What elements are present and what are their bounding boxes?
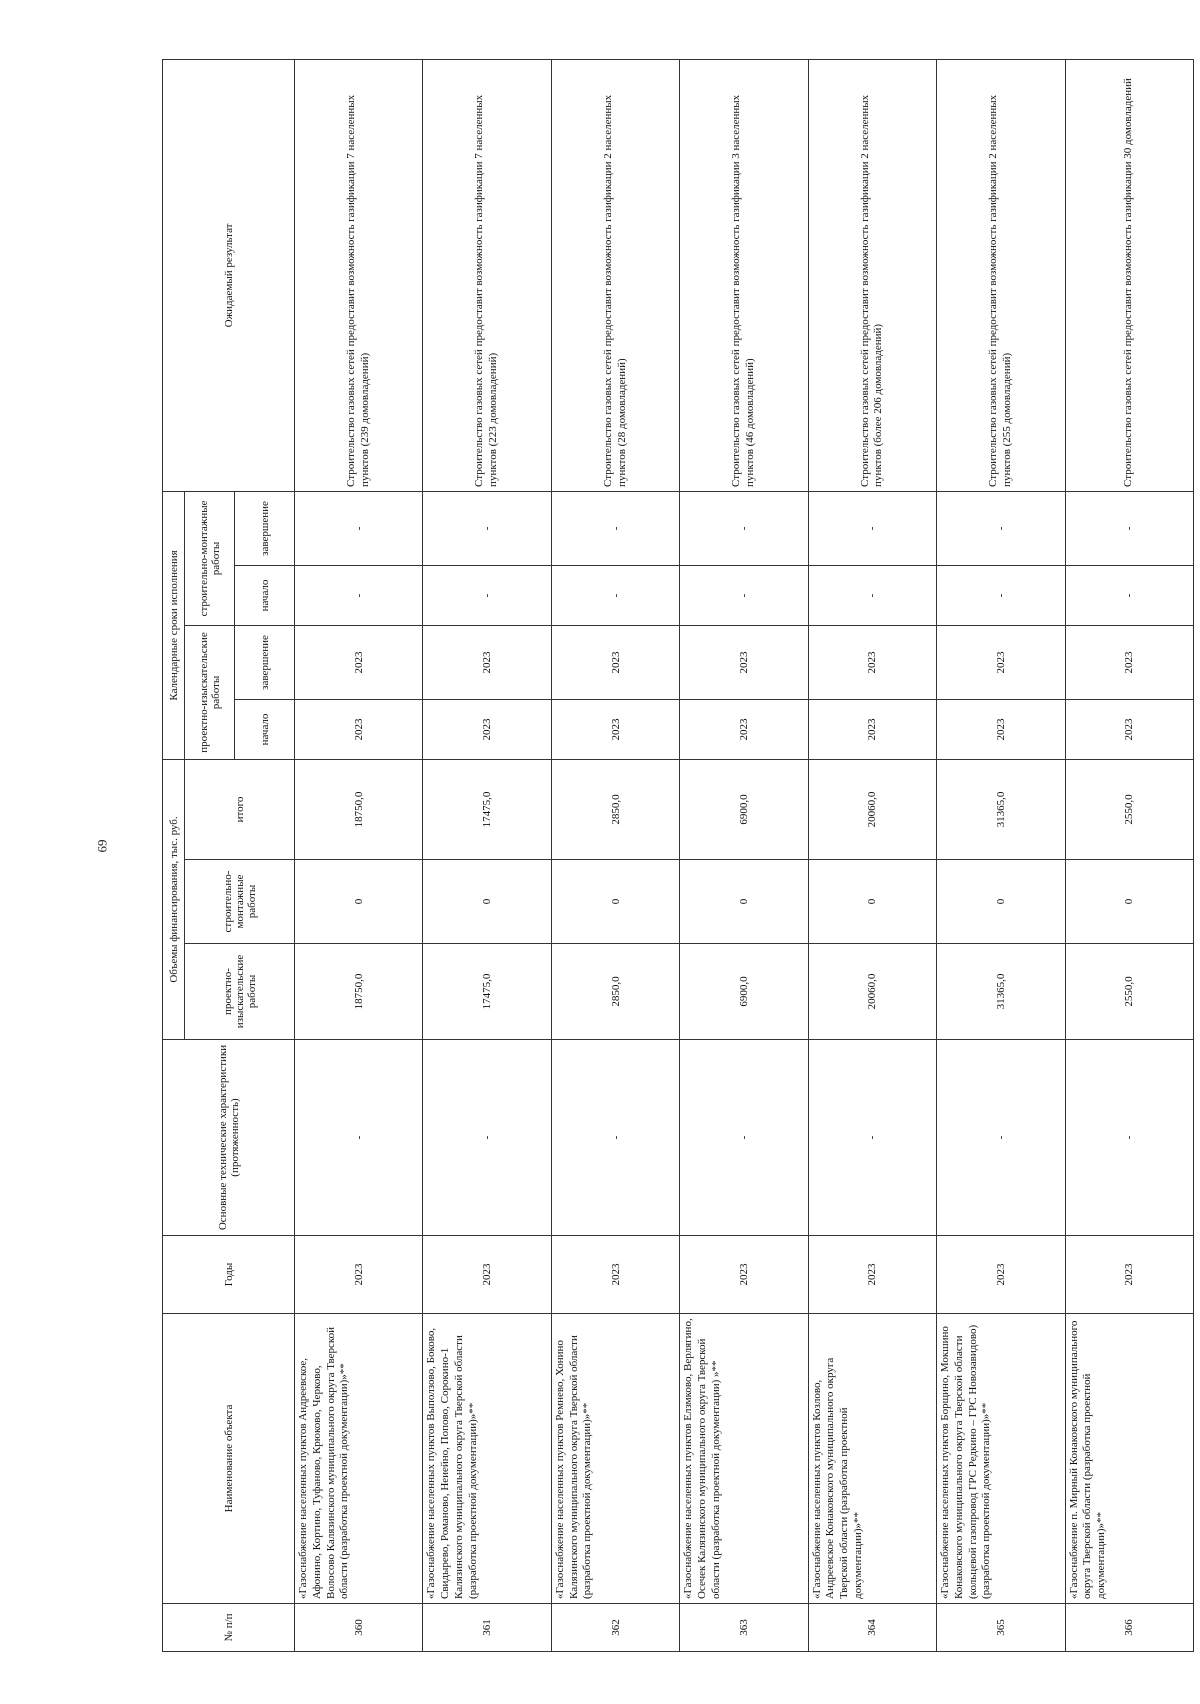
- funding-construction: 0: [1065, 860, 1193, 944]
- tech-characteristics: -: [423, 1040, 551, 1236]
- funding-total: 2850,0: [551, 759, 679, 859]
- tech-characteristics: -: [1065, 1040, 1193, 1236]
- funding-design: 20060,0: [808, 944, 936, 1040]
- table-row: [937, 59, 1065, 1651]
- row-year: 2023: [937, 1236, 1065, 1314]
- construction-end: -: [551, 491, 679, 565]
- funding-total: 6900,0: [680, 759, 808, 859]
- construction-end: -: [937, 491, 1065, 565]
- row-year: 2023: [423, 1236, 551, 1314]
- funding-total: 20060,0: [808, 759, 936, 859]
- table-row: [1065, 59, 1193, 1651]
- rotated-table-wrapper: [162, 60, 1194, 1652]
- row-number: 365: [937, 1604, 1065, 1652]
- header-tech: Основные технические характеристики (протяженность): [163, 1040, 295, 1236]
- row-number: 361: [423, 1604, 551, 1652]
- funding-design: 6900,0: [680, 944, 808, 1040]
- construction-start: -: [1065, 565, 1193, 625]
- table-row: [295, 59, 423, 1651]
- construction-end: -: [808, 491, 936, 565]
- construction-start: -: [423, 565, 551, 625]
- header-constr-start: начало: [235, 565, 295, 625]
- expected-result: Строительство газовых сетей предоставит возможность газификации 2 населенных пунктов (255 домовладений): [937, 59, 1065, 491]
- header-schedule-construction: строительно-монтажные работы: [185, 491, 235, 625]
- design-start: 2023: [423, 699, 551, 759]
- funding-design: 17475,0: [423, 944, 551, 1040]
- header-schedule-design: проектно-изыскательские работы: [185, 625, 235, 759]
- row-number: 364: [808, 1604, 936, 1652]
- construction-start: -: [551, 565, 679, 625]
- expected-result: Строительство газовых сетей предоставит возможность газификации 2 населенных пунктов (более 206 домовладений): [808, 59, 936, 491]
- funding-construction: 0: [937, 860, 1065, 944]
- header-result: Ожидаемый результат: [163, 59, 295, 491]
- construction-end: -: [680, 491, 808, 565]
- object-name: «Газоснабжение населенных пунктов Козлово, Андреевское Конаковского муниципального округа Тверской области (разработка проектной документации)»**: [808, 1314, 936, 1604]
- tech-characteristics: -: [937, 1040, 1065, 1236]
- table-row: [680, 59, 808, 1651]
- construction-end: -: [423, 491, 551, 565]
- construction-start: -: [680, 565, 808, 625]
- construction-end: -: [1065, 491, 1193, 565]
- design-end: 2023: [551, 625, 679, 699]
- object-name: «Газоснабжение населенных пунктов Ремнево, Хонино Калязинского муниципального округа Тверской области (разработка проектной документации)»**: [551, 1314, 679, 1604]
- row-year: 2023: [295, 1236, 423, 1314]
- expected-result: Строительство газовых сетей предоставит возможность газификации 7 населенных пунктов (223 домовладений): [423, 59, 551, 491]
- funding-construction: 0: [295, 860, 423, 944]
- page-number: 69: [94, 839, 110, 853]
- design-start: 2023: [551, 699, 679, 759]
- gasification-table: [162, 59, 1194, 1652]
- design-end: 2023: [1065, 625, 1193, 699]
- funding-total: 17475,0: [423, 759, 551, 859]
- construction-start: -: [937, 565, 1065, 625]
- row-number: 360: [295, 1604, 423, 1652]
- funding-design: 2850,0: [551, 944, 679, 1040]
- header-num: № п/п: [163, 1604, 295, 1652]
- design-start: 2023: [295, 699, 423, 759]
- tech-characteristics: -: [295, 1040, 423, 1236]
- design-start: 2023: [808, 699, 936, 759]
- row-year: 2023: [551, 1236, 679, 1314]
- expected-result: Строительство газовых сетей предоставит возможность газификации 3 населенных пунктов (46 домовладений): [680, 59, 808, 491]
- row-year: 2023: [680, 1236, 808, 1314]
- header-constr-end: завершение: [235, 491, 295, 565]
- tech-characteristics: -: [680, 1040, 808, 1236]
- funding-construction: 0: [680, 860, 808, 944]
- table-row: [808, 59, 936, 1651]
- funding-total: 2550,0: [1065, 759, 1193, 859]
- header-funding-construction: строительно-монтажные работы: [185, 860, 295, 944]
- funding-total: 18750,0: [295, 759, 423, 859]
- construction-start: -: [295, 565, 423, 625]
- table-row: [423, 59, 551, 1651]
- design-end: 2023: [808, 625, 936, 699]
- expected-result: Строительство газовых сетей предоставит возможность газификации 7 населенных пунктов (239 домовладений): [295, 59, 423, 491]
- header-funding: Объемы финансирования, тыс. руб.: [163, 759, 185, 1039]
- header-design-start: начало: [235, 699, 295, 759]
- row-number: 363: [680, 1604, 808, 1652]
- design-start: 2023: [680, 699, 808, 759]
- row-number: 366: [1065, 1604, 1193, 1652]
- object-name: «Газоснабжение п. Мирный Конаковского муниципального округа Тверской области (разработка проектной документации)»**: [1065, 1314, 1193, 1604]
- object-name: «Газоснабжение населенных пунктов Борщино, Мокшино Конаковского муниципального округа Тверской области (кольцевой газопровод ГРС Редкино – ГРС Новозавидово) (разработка проектной документации)»**: [937, 1314, 1065, 1604]
- funding-design: 18750,0: [295, 944, 423, 1040]
- construction-start: -: [808, 565, 936, 625]
- design-end: 2023: [295, 625, 423, 699]
- object-name: «Газоснабжение населенных пунктов Выползово, Боково, Свидырево, Романово, Неиейно, Попово, Сорокино-1 Калязинского муниципального округа Тверской области (разработка проектной документации)»**: [423, 1314, 551, 1604]
- expected-result: Строительство газовых сетей предоставит возможность газификации 2 населенных пунктов (28 домовладений): [551, 59, 679, 491]
- header-funding-design: проектно-изыскательские работы: [185, 944, 295, 1040]
- funding-design: 2550,0: [1065, 944, 1193, 1040]
- funding-total: 31365,0: [937, 759, 1065, 859]
- design-end: 2023: [680, 625, 808, 699]
- row-number: 362: [551, 1604, 679, 1652]
- design-start: 2023: [937, 699, 1065, 759]
- expected-result: Строительство газовых сетей предоставит возможность газификации 30 домовладений: [1065, 59, 1193, 491]
- object-name: «Газоснабжение населенных пунктов Елзмково, Верлягино, Осечек Калязинского муниципального округа Тверской области (разработка проектной документации) »**: [680, 1314, 808, 1604]
- row-year: 2023: [808, 1236, 936, 1314]
- header-funding-total: итого: [185, 759, 295, 859]
- table-row: [551, 59, 679, 1651]
- tech-characteristics: -: [808, 1040, 936, 1236]
- header-design-end: завершение: [235, 625, 295, 699]
- funding-construction: 0: [423, 860, 551, 944]
- design-start: 2023: [1065, 699, 1193, 759]
- funding-construction: 0: [551, 860, 679, 944]
- funding-construction: 0: [808, 860, 936, 944]
- funding-design: 31365,0: [937, 944, 1065, 1040]
- object-name: «Газоснабжение населенных пунктов Андреевское, Афонино, Кортино, Туфаново, Крюково, Черково, Волосово Калязинского муниципального округа Тверской области (разработка проектной документации)»**: [295, 1314, 423, 1604]
- header-name: Наименование объекта: [163, 1314, 295, 1604]
- header-schedule: Календарные сроки исполнения: [163, 491, 185, 759]
- design-end: 2023: [937, 625, 1065, 699]
- header-years: Годы: [163, 1236, 295, 1314]
- tech-characteristics: -: [551, 1040, 679, 1236]
- row-year: 2023: [1065, 1236, 1193, 1314]
- design-end: 2023: [423, 625, 551, 699]
- construction-end: -: [295, 491, 423, 565]
